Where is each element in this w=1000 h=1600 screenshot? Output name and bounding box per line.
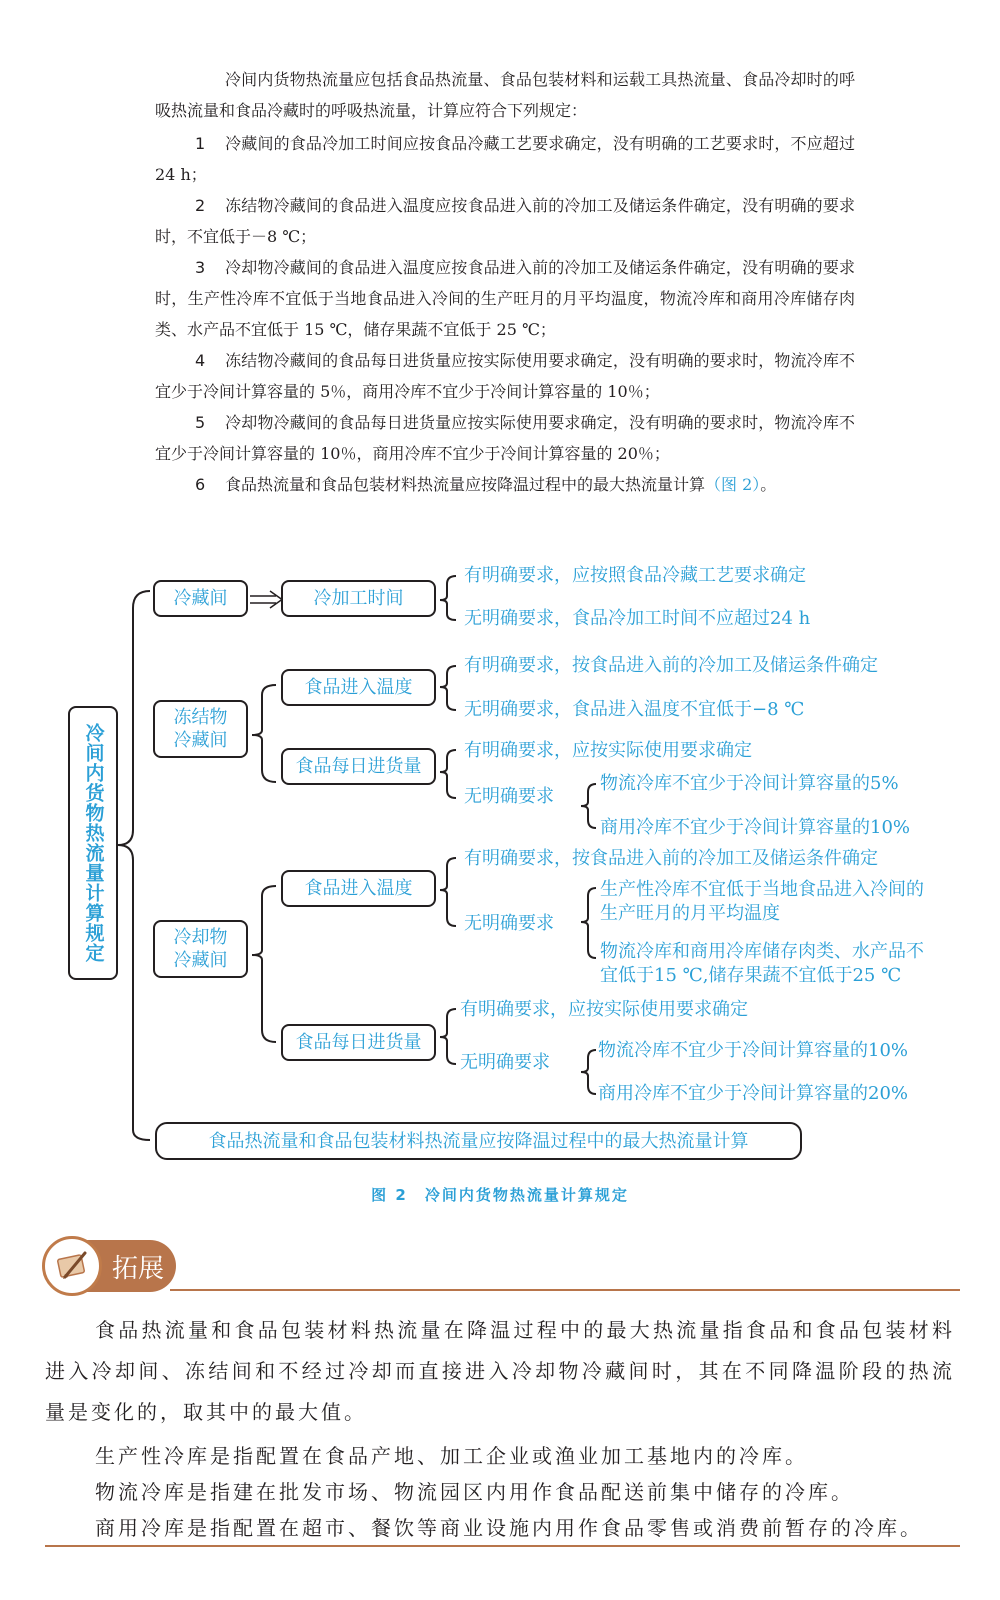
intro-lead: 冷间内货物热流量应包括食品热流量、食品包装材料和运载工具热流量、食品冷却时的呼吸热流量和食品冷藏时的呼吸热流量，计算应符合下列规定：: [155, 70, 855, 120]
chilled-temp-rule-b2: 物流冷库和商用冷库储存肉类、水产品不宜低于15 ℃,储存果蔬不宜低于25 ℃: [600, 941, 924, 986]
frozen-temp-rule-b: 无明确要求，食品进入温度不宜低于−8 ℃: [464, 699, 805, 720]
figure-caption: 图 2 冷间内货物热流量计算规定: [371, 1186, 629, 1204]
root-box: 冷间内货物热流量计算规定: [68, 706, 118, 980]
chilled-daily-box: 食品每日进货量: [281, 1024, 436, 1061]
rule-item-5: 5 冷却物冷藏间的食品每日进货量应按实际使用要求确定，没有明确的要求时，物流冷库不宜少于冷间计算容量的 10％，商用冷库不宜少于冷间计算容量的 20％；: [155, 413, 855, 463]
frozen-daily-rule-a: 有明确要求，应按实际使用要求确定: [464, 740, 752, 761]
chilled-daily-rule-b2: 商用冷库不宜少于冷间计算容量的20%: [598, 1083, 909, 1104]
frozen-daily-rule-b: 无明确要求: [464, 786, 554, 807]
cold-time-rule-b: 无明确要求，食品冷加工时间不应超过24 h: [464, 608, 811, 629]
double-arrow-icon: [250, 591, 282, 608]
chilled-temp-rule-a: 有明确要求，按食品进入前的冷加工及储运条件确定: [464, 848, 878, 869]
frozen-daily-rule-b1: 物流冷库不宜少于冷间计算容量的5%: [600, 773, 899, 794]
extension-divider: [170, 1289, 960, 1291]
chilled-temp-rule-b: 无明确要求: [464, 913, 554, 934]
frozen-temp-rule-a: 有明确要求，按食品进入前的冷加工及储运条件确定: [464, 655, 878, 676]
rule-item-6: 6 食品热流量和食品包装材料热流量应按降温过程中的最大热流量计算（图 2）。: [195, 475, 777, 494]
bottom-divider: [45, 1545, 960, 1547]
frozen-daily-rule-b2: 商用冷库不宜少于冷间计算容量的10%: [600, 817, 911, 838]
extension-label: 拓展: [86, 1240, 176, 1292]
extension-paragraph-3: 物流冷库是指建在批发市场、物流园区内用作食品配送前集中储存的冷库。: [95, 1480, 854, 1504]
rule-item-1: 1 冷藏间的食品冷加工时间应按食品冷藏工艺要求确定，没有明确的工艺要求时，不应超过 24 h；: [155, 134, 855, 184]
extension-paragraph-2: 生产性冷库是指配置在食品产地、加工企业或渔业加工基地内的冷库。: [95, 1444, 808, 1468]
figure-reference[interactable]: （图 2）: [705, 475, 761, 494]
rule-item-4: 4 冻结物冷藏间的食品每日进货量应按实际使用要求确定，没有明确的要求时，物流冷库不宜少于冷间计算容量的 5％，商用冷库不宜少于冷间计算容量的 10％；: [155, 351, 855, 401]
cold-room-box: 冷藏间: [153, 580, 248, 617]
chilled-daily-rule-b: 无明确要求: [460, 1052, 550, 1073]
frozen-daily-box: 食品每日进货量: [281, 748, 436, 785]
extension-paragraph-4: 商用冷库是指配置在超市、餐饮等商业设施内用作食品零售或消费前暂存的冷库。: [95, 1516, 923, 1540]
chilled-temp-rule-b1: 生产性冷库不宜低于当地食品进入冷间的生产旺月的月平均温度: [600, 879, 924, 924]
rule-item-3: 3 冷却物冷藏间的食品进入温度应按食品进入前的冷加工及储运条件确定，没有明确的要求时，生产性冷库不宜低于当地食品进入冷间的生产旺月的月平均温度，物流冷库和商用冷库储存肉类、水产品不宜低于 15 ℃，储存果蔬不宜低于 25 ℃；: [155, 258, 855, 339]
cold-time-rule-a: 有明确要求，应按照食品冷藏工艺要求确定: [464, 565, 806, 586]
chilled-room-box: 冷却物冷藏间: [153, 920, 248, 978]
chilled-daily-rule-b1: 物流冷库不宜少于冷间计算容量的10%: [598, 1040, 909, 1061]
pencil-note-icon: [42, 1236, 102, 1296]
chilled-temp-box: 食品进入温度: [281, 870, 436, 907]
rule-item-2: 2 冻结物冷藏间的食品进入温度应按食品进入前的冷加工及储运条件确定，没有明确的要求时，不宜低于－8 ℃；: [155, 196, 855, 246]
bottom-rule-box: 食品热流量和食品包装材料热流量应按降温过程中的最大热流量计算: [155, 1122, 802, 1160]
cold-time-box: 冷加工时间: [281, 580, 436, 617]
frozen-temp-box: 食品进入温度: [281, 669, 436, 706]
chilled-daily-rule-a: 有明确要求，应按实际使用要求确定: [460, 999, 748, 1020]
extension-paragraph-1: 食品热流量和食品包装材料热流量在降温过程中的最大热流量指食品和食品包装材料进入冷却间、冻结间和不经过冷却而直接进入冷却物冷藏间时，其在不同降温阶段的热流量是变化的，取其中的最大值。: [45, 1318, 955, 1424]
frozen-room-box: 冻结物冷藏间: [153, 700, 248, 758]
